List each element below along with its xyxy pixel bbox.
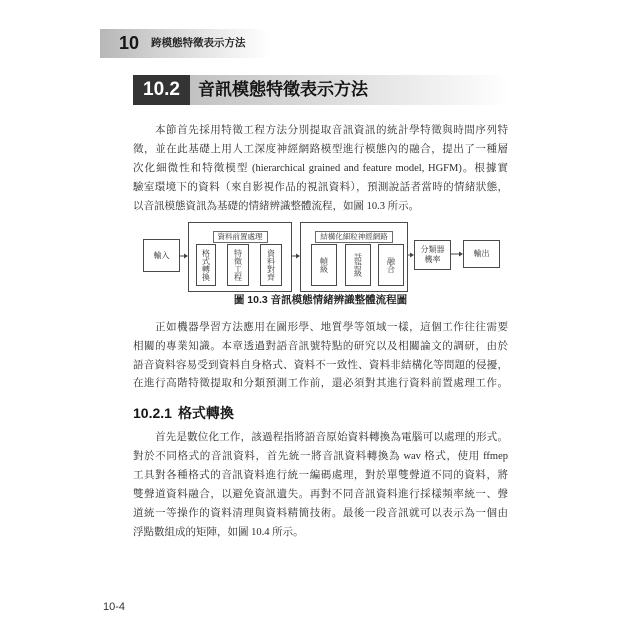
section-title: 音訊模態特徵表示方法: [198, 80, 368, 99]
paragraph-line: 在進行高階特徵提取和分類預測工作前，還必須對其進行資料前置處理工作。: [133, 378, 508, 389]
flow-network-title: 結構化細粒神經網路: [315, 231, 393, 243]
subsection-number: 10.2.1: [133, 405, 172, 421]
paragraph-line: 對於不同格式的音訊資料，首先統一將音訊資料轉換為 wav 格式，使用 ffmep: [133, 451, 508, 462]
subsection-heading: [133, 404, 234, 422]
flow-input-box: 輸入: [143, 239, 180, 272]
flow-arrows: [140, 220, 505, 295]
flow-step-label: 幀級: [319, 257, 329, 273]
paragraph-line: 首先是數位化工作，該過程指將語音原始資料轉換為電腦可以處理的形式。: [155, 432, 508, 443]
paragraph-line: 道統一等操作的資料清理與資料精簡技術。最後一段音訊就可以表示為一個由: [133, 508, 508, 519]
arrow-network-to-classifier: [408, 253, 414, 258]
chapter-number: 10: [119, 33, 140, 53]
flow-classifier-box: 分類器機率: [414, 240, 451, 270]
paragraph-line: 工具對各種格式的音訊資料進行統一編碼處理，對於單雙聲道不同的資料，將: [133, 470, 508, 481]
paragraph-line: 次化細微性和特徵模型 (hierarchical grained and feature model, HGFM)。根據實: [133, 163, 508, 174]
page-number: 10-4: [103, 601, 126, 613]
arrow-classifier-to-output: [451, 252, 463, 257]
figure-caption: 圖 10.3 音訊模態情緒辨識整體流程圖: [233, 294, 408, 306]
paragraph-line: 徵，並在此基礎上用人工深度神經網路模型進行模態內的融合，提出了一種層: [133, 144, 508, 155]
paragraph-line: 相關的專業知識。本章透過對語音訊號特點的研究以及相關論文的調研，由於: [133, 341, 508, 352]
chapter-title: 跨模態特徵表示方法: [151, 37, 246, 49]
flow-preprocessing-title: 資料前置處理: [213, 231, 268, 243]
flow-step-label: 格式轉換: [201, 249, 211, 281]
paragraph-line: 本節首先採用特徵工程方法分別提取音訊資訊的統計學特徵與時間序列特: [155, 125, 508, 136]
paragraph-line: 驗室環境下的資料（來自影視作品的視訊資料），預測說話者當時的情緒狀態，: [133, 182, 508, 193]
flow-step-label: 融合: [386, 257, 396, 273]
arrow-input-to-preprocessing: [180, 254, 188, 259]
arrow-preprocessing-to-network: [292, 254, 300, 259]
paragraph-line: 雙聲道資料融合，以避免資訊遺失。再對不同音訊資料進行採樣頻率統一、聲: [133, 489, 508, 500]
flow-step-label: 特徵工程: [233, 249, 243, 281]
paragraph-line: 語音資料容易受到資料自身格式、資料不一致性、資料非結構化等問題的侵擾，: [133, 360, 508, 371]
flow-step-label: 話語級: [353, 253, 363, 277]
section-number: 10.2: [133, 75, 190, 105]
paragraph-line: 正如機器學習方法應用在圖形學、地質學等領域一樣，這個工作往往需要: [155, 322, 508, 333]
paragraph-line: 以音訊模態資訊為基礎的情緒辨識整體流程，如圖 10.3 所示。: [133, 201, 420, 212]
subsection-title: 格式轉換: [177, 405, 234, 421]
paragraph-line: 浮點數組成的矩陣，如圖 10.4 所示。: [133, 527, 304, 538]
flow-output-box: 輸出: [463, 240, 500, 268]
flow-step-label: 資料對齊: [266, 249, 276, 281]
